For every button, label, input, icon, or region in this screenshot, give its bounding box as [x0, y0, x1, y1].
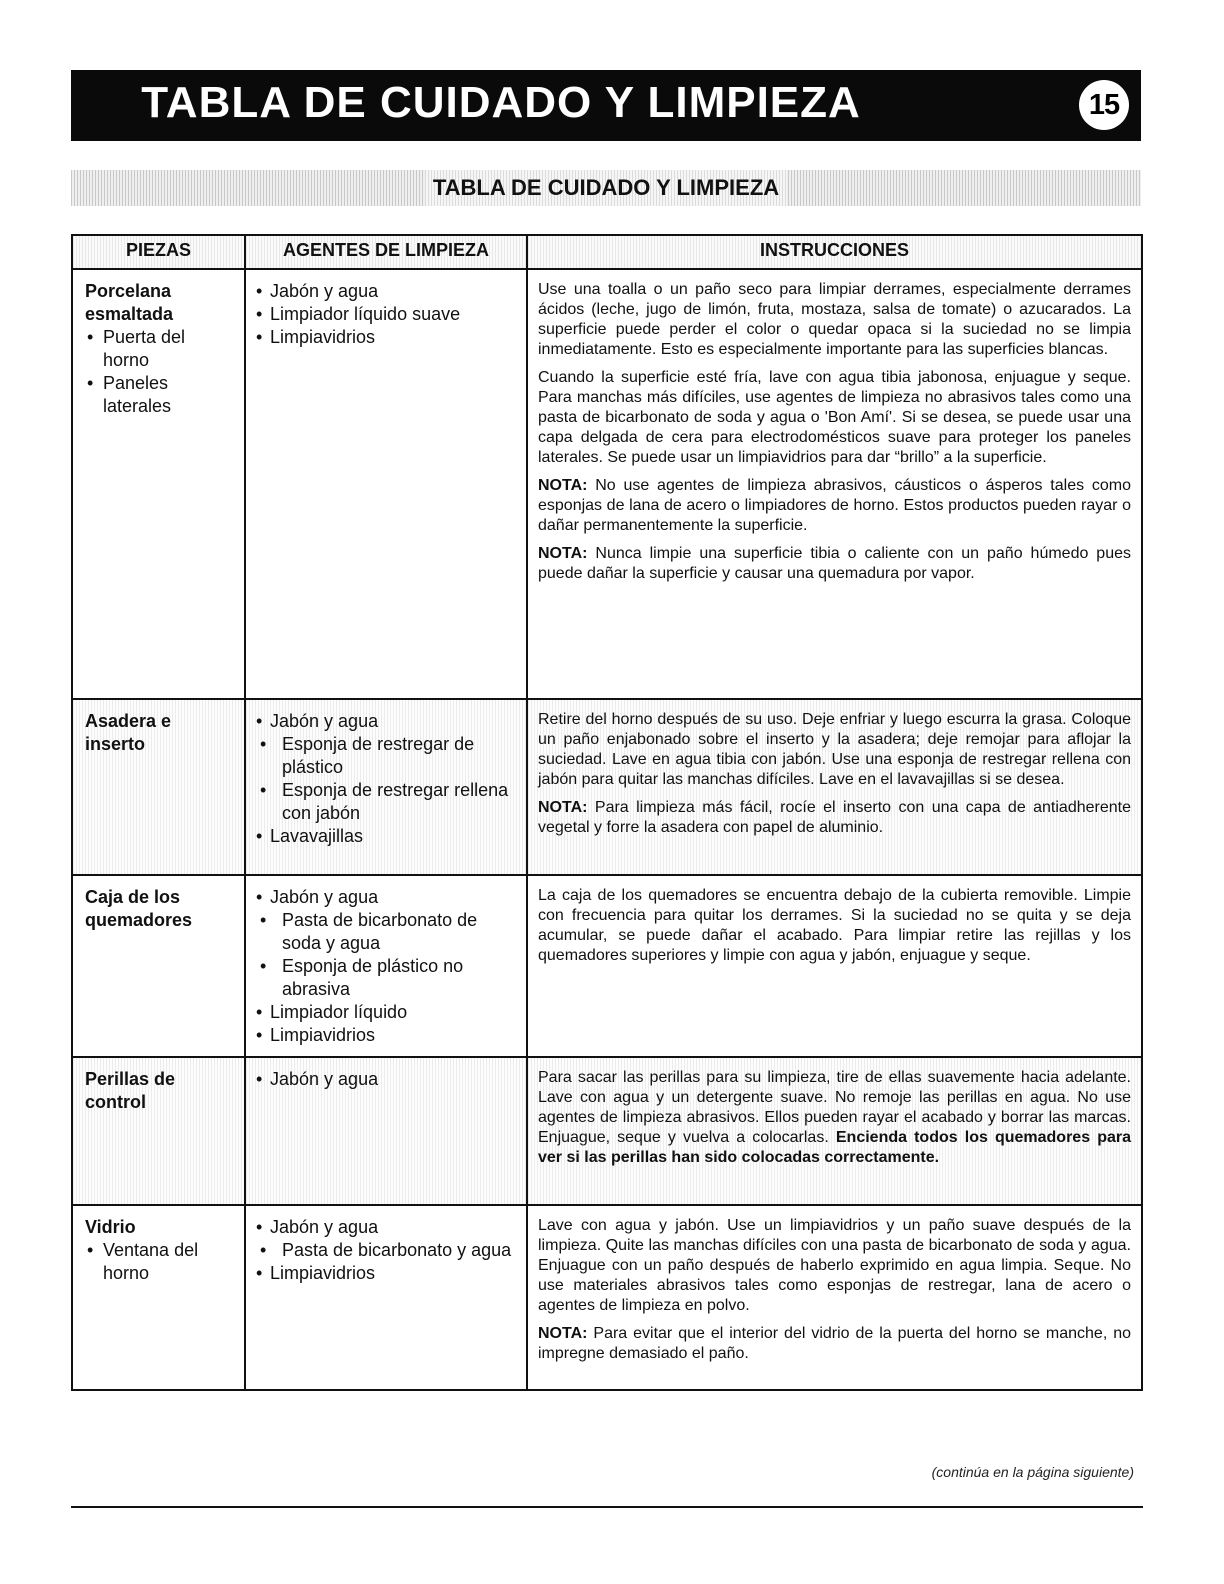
list-item: • Jabón y agua [256, 710, 520, 733]
column-header-instrucciones: INSTRUCCIONES [527, 235, 1142, 269]
note-paragraph [538, 1324, 1131, 1364]
list-item: • Limpiador líquido suave [256, 303, 520, 326]
list-item: • Pasta de bicarbonato y agua [256, 1239, 520, 1262]
list-item: • Paneles laterales [85, 372, 236, 418]
agents-cell [245, 699, 527, 875]
agent-list [256, 1216, 520, 1285]
instructions-cell [527, 699, 1142, 875]
part-name: Perillas de control [85, 1069, 176, 1112]
column-header-piezas: PIEZAS [72, 235, 245, 269]
part-cell [72, 699, 245, 875]
instruction-paragraph: Use una toalla o un paño seco para limpiar derrames, especialmente derrames ácidos (leche, jugo de limón, fruta, mostaza, salsa de tomate) o azucarados. La superficie puede perder el color o quedar opaca si la suciedad no se limpia inmediatamente. Esto es especialmente importante para las superficies blancas. [538, 281, 1131, 358]
section-banner [71, 170, 1141, 206]
part-name: Asadera e inserto [85, 711, 172, 754]
list-item: • Esponja de restregar de plástico [256, 733, 520, 779]
list-item: • Ventana del horno [85, 1239, 236, 1285]
instructions-cell [527, 269, 1142, 699]
list-item: • Esponja de restregar rellena con jabón [256, 779, 520, 825]
column-header-agentes: AGENTES DE LIMPIEZA [245, 235, 527, 269]
part-cell [72, 269, 245, 699]
part-name: Vidrio [85, 1217, 136, 1237]
part-cell [72, 1205, 245, 1390]
instruction-paragraph: Lave con agua y jabón. Use un limpiavidrios y un paño suave después de la limpieza. Quite las manchas difíciles con una pasta de bicarbonato de soda y agua. Enjuague con un paño después de haberlo exprimido en agua limpia. Seque. No use materiales abrasivos tales como esponjas de restregar, lana de acero o agentes de limpieza en polvo. [538, 1217, 1131, 1314]
note-label: NOTA: [538, 477, 588, 494]
instruction-paragraph: Cuando la superficie esté fría, lave con agua tibia jabonosa, enjuague y seque. Para manchas más difíciles, use agentes de limpieza no abrasivos tales como una pasta de bicarbonato de soda y agua o 'Bon Amí'. Si se desea, se puede usar una capa delgada de cera para electrodomésticos suave para proteger los paneles laterales. Se puede usar un limpiavidrios para dar “brillo” a la superficie. [538, 369, 1131, 466]
part-name: Caja de los quemadores [85, 887, 193, 930]
note-paragraph [538, 476, 1131, 536]
list-item: • Jabón y agua [256, 1068, 520, 1091]
instructions-cell [527, 1057, 1142, 1205]
note-paragraph [538, 798, 1131, 838]
list-item: • Jabón y agua [256, 280, 520, 303]
table-row [72, 1205, 1142, 1390]
list-item: • Puerta del horno [85, 326, 236, 372]
agent-list [256, 710, 520, 848]
note-text: No use agentes de limpieza abrasivos, cáusticos o ásperos tales como esponjas de lana de acero o limpiadores de horno. Estos productos pueden rayar o dañar permanentemente la superficie. [538, 477, 1132, 534]
note-text: Para limpieza más fácil, rocíe el inserto con una capa de antiadherente vegetal y forre la asadera con papel de aluminio. [538, 799, 1131, 836]
instructions-cell [527, 1205, 1142, 1390]
subpart-list [85, 326, 236, 418]
agents-cell [245, 1057, 527, 1205]
table-header-row [72, 235, 1142, 269]
agent-list [256, 886, 520, 1047]
list-item: • Limpiavidrios [256, 1024, 520, 1047]
page-header [71, 70, 1141, 141]
list-item: • Jabón y agua [256, 886, 520, 909]
page-number-badge: 15 [1079, 80, 1129, 130]
part-cell [72, 1057, 245, 1205]
list-item: • Esponja de plástico no abrasiva [256, 955, 520, 1001]
note-label: NOTA: [538, 545, 588, 562]
note-paragraph [538, 544, 1131, 584]
agent-list [256, 280, 520, 349]
agent-list [256, 1068, 520, 1091]
list-item: • Jabón y agua [256, 1216, 520, 1239]
section-title: TABLA DE CUIDADO Y LIMPIEZA [425, 170, 787, 206]
subpart-list [85, 1239, 236, 1285]
list-item: • Limpiador líquido [256, 1001, 520, 1024]
instruction-bold-text: Encienda todos los quemadores para ver si las perillas han sido colocadas correctamente. [538, 1129, 1131, 1166]
agents-cell [245, 875, 527, 1057]
note-text: Nunca limpie una superficie tibia o caliente con un paño húmedo pues puede dañar la superficie y causar una quemadura por vapor. [538, 545, 1131, 582]
footer-divider [71, 1506, 1143, 1508]
table-row [72, 699, 1142, 875]
part-name: Porcelana esmaltada [85, 281, 174, 324]
instruction-paragraph: La caja de los quemadores se encuentra debajo de la cubierta removible. Limpie con frecuencia para quitar los derrames. Si la suciedad no se quita y se deja acumular, se puede dañar el acabado. Para limpiar retire las rejillas y los quemadores superiores y limpie con agua y jabón, enjuague y seque. [538, 887, 1131, 964]
instructions-cell [527, 875, 1142, 1057]
list-item: • Lavavajillas [256, 825, 520, 848]
care-table [71, 234, 1143, 1391]
page-title: TABLA DE CUIDADO Y LIMPIEZA [141, 78, 861, 127]
list-item: • Limpiavidrios [256, 326, 520, 349]
agents-cell [245, 1205, 527, 1390]
table-row [72, 875, 1142, 1057]
agents-cell [245, 269, 527, 699]
part-cell [72, 875, 245, 1057]
instruction-paragraph: Retire del horno después de su uso. Deje enfriar y luego escurra la grasa. Coloque un paño enjabonado sobre el inserto y la asadera; deje remojar para aflojar la suciedad. Lave en agua tibia con jabón. Use una esponja de restregar rellena con jabón para quitar las manchas difíciles. Lave en el lavavajillas si se desea. [538, 711, 1131, 788]
table-row [72, 269, 1142, 699]
list-item: • Pasta de bicarbonato de soda y agua [256, 909, 520, 955]
continued-note: (continúa en la página siguiente) [931, 1464, 1134, 1480]
note-text: Para evitar que el interior del vidrio de la puerta del horno se manche, no impregne demasiado el paño. [538, 1325, 1131, 1362]
table-row [72, 1057, 1142, 1205]
instruction-paragraph [538, 1068, 1131, 1168]
note-label: NOTA: [538, 799, 588, 816]
instruction-text: Para sacar las perillas para su limpieza, tire de ellas suavemente hacia adelante. Lave con agua y un detergente suave. No remoje las perillas en agua. No use agentes de limpieza abrasivos. Ellos pueden rayar el acabado y borrar las marcas. Enjuague, seque y vuelva a colocarlas. [538, 1069, 1131, 1146]
note-label: NOTA: [538, 1325, 588, 1342]
list-item: • Limpiavidrios [256, 1262, 520, 1285]
